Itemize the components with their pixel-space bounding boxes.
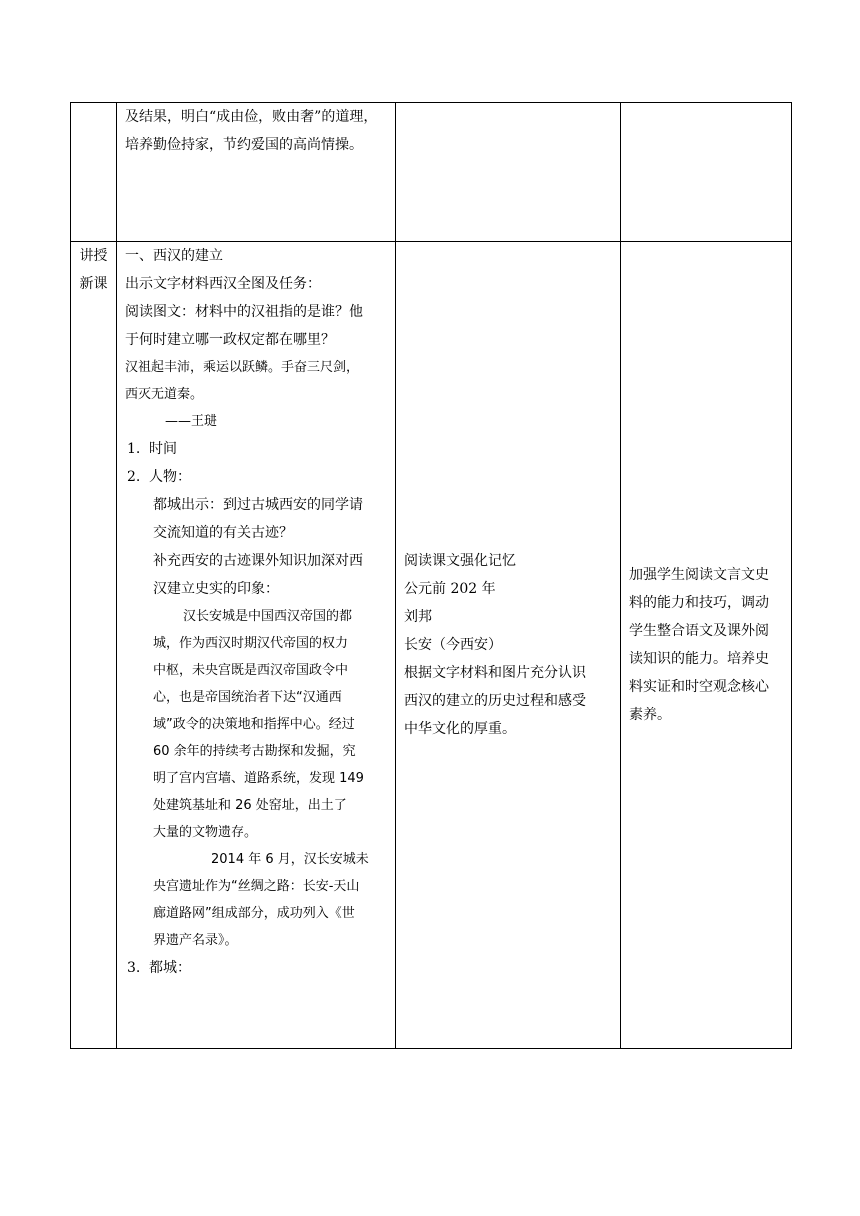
item-text: 人物： bbox=[149, 469, 191, 485]
passage2-line-2: 央宫遗址作为“丝绸之路：长安-天山 bbox=[153, 879, 360, 894]
passage1-line-1: 汉长安城是中国西汉帝国的都 bbox=[183, 609, 353, 624]
item-text: 时间 bbox=[149, 441, 177, 457]
passage1-line-8: 处建筑基址和 26 处窑址，出土了 bbox=[153, 798, 347, 813]
section-label-line-1: 讲授 bbox=[79, 248, 108, 264]
design-intent-line: 加强学生阅读文言文史 bbox=[629, 567, 769, 583]
teaching-content-cell bbox=[117, 242, 396, 1049]
list-item bbox=[125, 435, 387, 463]
passage1-line-2: 城，作为西汉时期汉代帝国的权力 bbox=[153, 636, 349, 651]
design-intent-cell bbox=[621, 242, 792, 1049]
student-activity-line: 根据文字材料和图片充分认识 bbox=[404, 665, 586, 681]
passage1-line-4: 心，也是帝国统治者下达“汉通西 bbox=[153, 690, 342, 705]
section-label-line-2: 新课 bbox=[79, 276, 108, 292]
passage2-line-4: 界遗产名录》。 bbox=[153, 933, 238, 948]
passage1-line-5: 域”政令的决策地和指挥中心。经过 bbox=[153, 717, 355, 732]
supplement-line-1: 补充西安的古迹课外知识加深对西 bbox=[153, 553, 363, 569]
passage1-line-7: 明了宫内宫墙、道路系统，发现 149 bbox=[153, 771, 364, 786]
passage2-line-1: 2014 年 6 月，汉长安城未 bbox=[211, 852, 369, 867]
student-activity-line: 阅读课文强化记忆 bbox=[404, 553, 516, 569]
student-activity-line: 刘邦 bbox=[404, 609, 432, 625]
item-text: 都城： bbox=[149, 960, 191, 976]
row1-student-cell bbox=[396, 103, 621, 242]
supplement-line-2: 汉建立史实的印象： bbox=[153, 581, 279, 597]
section-heading: 一、西汉的建立 bbox=[125, 248, 223, 264]
design-intent-line: 素养。 bbox=[629, 707, 671, 723]
design-intent-line: 学生整合语文及课外阅 bbox=[629, 623, 769, 639]
table-row bbox=[71, 242, 792, 1049]
student-activity-cell bbox=[396, 242, 621, 1049]
objective-line-2: 培养勤俭持家，节约爱国的高尚情操。 bbox=[125, 137, 363, 153]
question-line-2: 于何时建立哪一政权定都在哪里？ bbox=[125, 332, 335, 348]
row1-label-cell bbox=[71, 103, 117, 242]
row1-content-cell bbox=[117, 103, 396, 242]
passage2-line-3: 廊道路网”组成部分，成功列入《世 bbox=[153, 906, 355, 921]
task-text: 出示文字材料西汉全图及任务： bbox=[125, 276, 321, 292]
poem-author: ——王琎 bbox=[165, 414, 218, 429]
design-intent-line: 料实证和时空观念核心 bbox=[629, 679, 769, 695]
item-number: 1. bbox=[127, 441, 141, 457]
design-intent-line: 料的能力和技巧，调动 bbox=[629, 595, 769, 611]
objective-line-1: 及结果，明白“成由俭，败由奢”的道理， bbox=[125, 109, 378, 125]
student-activity-line: 中华文化的厚重。 bbox=[404, 721, 516, 737]
table-row bbox=[71, 103, 792, 242]
design-intent-line: 读知识的能力。培养史 bbox=[629, 651, 769, 667]
item-number: 3. bbox=[127, 960, 141, 976]
capital-prompt-line-1: 都城出示：到过古城西安的同学请 bbox=[153, 497, 363, 513]
question-line-1: 阅读图文：材料中的汉祖指的是谁？他 bbox=[125, 304, 363, 320]
item-number: 2. bbox=[127, 469, 141, 485]
student-activity-line: 长安（今西安） bbox=[404, 637, 502, 653]
row1-intent-cell bbox=[621, 103, 792, 242]
poem-line-1: 汉祖起丰沛，乘运以跃鳞。手奋三尺剑， bbox=[125, 360, 360, 375]
student-activity-line: 公元前 202 年 bbox=[404, 581, 496, 597]
section-label-cell bbox=[71, 242, 117, 1049]
lesson-plan-table bbox=[70, 102, 792, 1049]
passage1-line-3: 中枢，未央宫既是西汉帝国政令中 bbox=[153, 663, 349, 678]
passage1-line-6: 60 余年的持续考古勘探和发掘，究 bbox=[153, 744, 356, 759]
student-activity-line: 西汉的建立的历史过程和感受 bbox=[404, 693, 586, 709]
list-item bbox=[125, 463, 387, 491]
poem-line-2: 西灭无道秦。 bbox=[125, 387, 204, 402]
list-item bbox=[125, 954, 387, 982]
passage1-line-9: 大量的文物遗存。 bbox=[153, 825, 258, 840]
capital-prompt-line-2: 交流知道的有关古迹？ bbox=[153, 525, 293, 541]
